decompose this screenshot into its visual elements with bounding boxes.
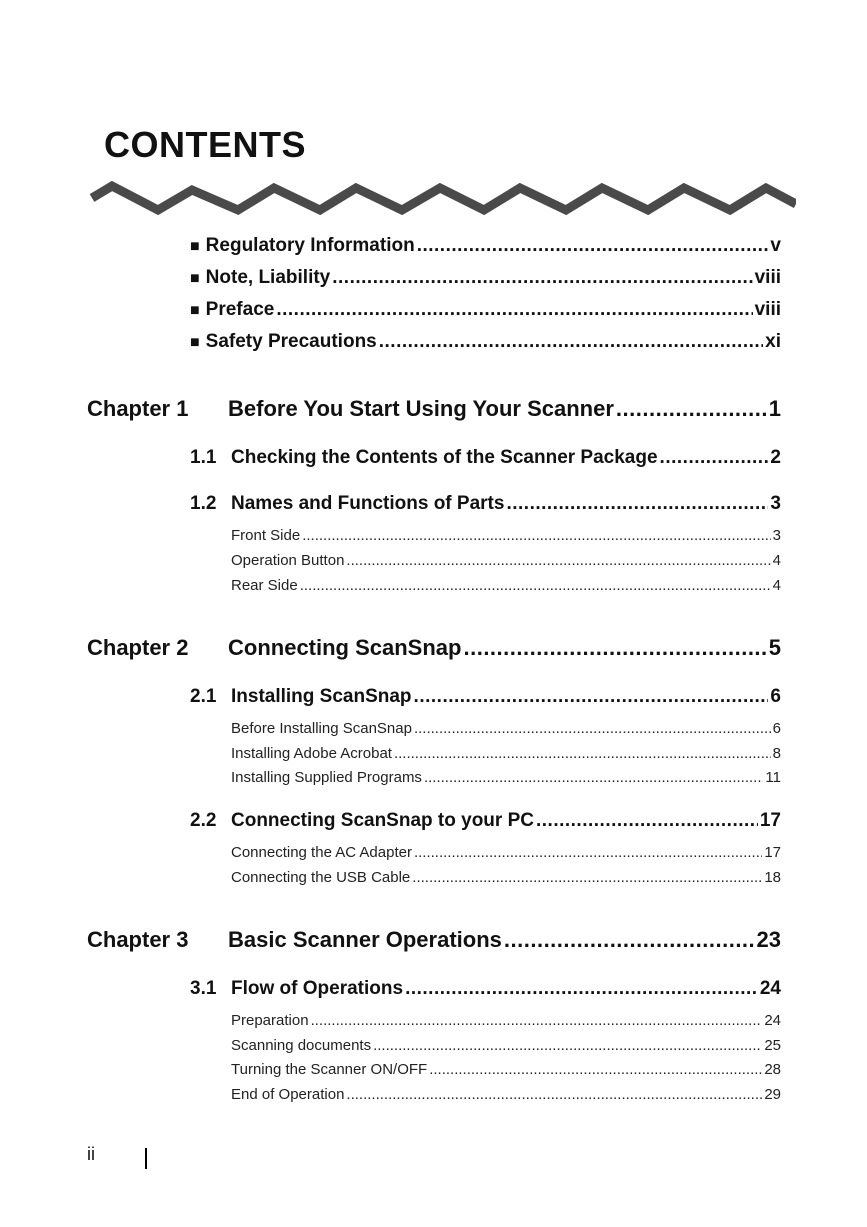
section-number: 1.1	[190, 447, 217, 468]
section-number: 2.2	[190, 810, 217, 831]
dot-leader	[332, 267, 752, 289]
toc-item-end-of-operation[interactable]	[231, 1086, 781, 1103]
toc-section-2-2[interactable]	[190, 810, 781, 832]
toc-item-turning-scanner-on-off[interactable]	[231, 1061, 781, 1078]
bullet: ■	[190, 238, 200, 255]
section-title: Names and Functions of Parts	[231, 493, 505, 514]
toc-item-scanning-documents[interactable]	[231, 1037, 781, 1054]
dot-leader	[424, 769, 763, 786]
toc-chapter-1[interactable]	[87, 396, 781, 422]
bullet: ■	[190, 270, 200, 287]
dot-leader	[616, 396, 767, 422]
item-title: Turning the Scanner ON/OFF	[231, 1061, 428, 1078]
toc-entry-page: v	[770, 235, 781, 256]
toc-item-installing-adobe-acrobat[interactable]	[231, 745, 781, 762]
chapter-title: Basic Scanner Operations	[228, 927, 502, 952]
dot-leader	[346, 1086, 762, 1103]
dot-leader	[414, 720, 771, 737]
bullet: ■	[190, 302, 200, 319]
toc-item-installing-supplied-programs[interactable]	[231, 769, 781, 786]
dot-leader	[379, 331, 763, 353]
dot-leader	[300, 577, 771, 594]
chapter-page: 1	[768, 396, 781, 421]
item-page: 4	[772, 552, 781, 569]
dot-leader	[311, 1012, 763, 1029]
section-page: 6	[770, 686, 781, 707]
zigzag-divider	[88, 180, 796, 220]
toc-item-operation-button[interactable]	[231, 552, 781, 569]
item-page: 17	[764, 844, 781, 861]
toc-entry-label: Regulatory Information	[205, 235, 415, 256]
toc-entry-safety-precautions[interactable]	[190, 331, 781, 353]
item-title: Front Side	[231, 527, 301, 544]
item-title: Installing Supplied Programs	[231, 769, 422, 786]
dot-leader	[414, 686, 769, 708]
toc-chapter-3[interactable]	[87, 927, 781, 953]
item-title: Installing Adobe Acrobat	[231, 745, 392, 762]
section-number: 3.1	[190, 978, 217, 999]
chapter-page: 5	[768, 635, 781, 660]
item-page: 29	[764, 1086, 781, 1103]
chapter-title: Before You Start Using Your Scanner	[228, 396, 614, 421]
toc-entry-regulatory-information[interactable]	[190, 235, 781, 257]
toc-entry-page: viii	[754, 299, 781, 320]
item-title: Before Installing ScanSnap	[231, 720, 412, 737]
toc-item-front-side[interactable]	[231, 527, 781, 544]
page-number: ii	[87, 1144, 95, 1164]
chapter-number: Chapter 3	[87, 927, 189, 952]
section-number: 1.2	[190, 493, 217, 514]
section-page: 2	[770, 447, 781, 468]
toc-section-2-1[interactable]	[190, 686, 781, 708]
item-title: Operation Button	[231, 552, 345, 569]
dot-leader	[405, 978, 758, 1000]
section-page: 17	[759, 810, 781, 831]
item-title: Connecting the AC Adapter	[231, 844, 412, 861]
toc-section-1-1[interactable]	[190, 447, 781, 469]
item-page: 11	[765, 769, 781, 786]
dot-leader	[346, 552, 770, 569]
toc-item-before-installing-scansnap[interactable]	[231, 720, 781, 737]
item-page: 28	[764, 1061, 781, 1078]
chapter-number: Chapter 2	[87, 635, 189, 660]
toc-section-1-2[interactable]	[190, 493, 781, 515]
dot-leader	[504, 927, 755, 953]
dot-leader	[394, 745, 771, 762]
section-page: 3	[770, 493, 781, 514]
toc-entry-page: xi	[765, 331, 781, 352]
chapter-title: Connecting ScanSnap	[228, 635, 462, 660]
toc-chapter-2[interactable]	[87, 635, 781, 661]
dot-leader	[429, 1061, 762, 1078]
item-title: Preparation	[231, 1012, 309, 1029]
dot-leader	[506, 493, 768, 515]
section-number: 2.1	[190, 686, 217, 707]
toc-item-preparation[interactable]	[231, 1012, 781, 1029]
toc-item-connecting-usb-cable[interactable]	[231, 869, 781, 886]
item-title: Connecting the USB Cable	[231, 869, 411, 886]
dot-leader	[463, 635, 766, 661]
toc-entry-label: Note, Liability	[205, 267, 331, 288]
dot-leader	[373, 1037, 762, 1054]
dot-leader	[417, 235, 769, 257]
dot-leader	[302, 527, 770, 544]
item-page: 24	[764, 1012, 781, 1029]
item-title: Scanning documents	[231, 1037, 372, 1054]
section-title: Checking the Contents of the Scanner Package	[231, 447, 658, 468]
item-page: 4	[772, 577, 781, 594]
toc-section-3-1[interactable]	[190, 978, 781, 1000]
toc-entry-preface[interactable]	[190, 299, 781, 321]
chapter-number: Chapter 1	[87, 396, 189, 421]
toc-entry-note-liability[interactable]	[190, 267, 781, 289]
toc-entry-page: viii	[754, 267, 781, 288]
toc-entry-label: Preface	[205, 299, 275, 320]
item-title: End of Operation	[231, 1086, 345, 1103]
toc-entry-label: Safety Precautions	[205, 331, 377, 352]
dot-leader	[660, 447, 769, 469]
item-page: 25	[764, 1037, 781, 1054]
section-page: 24	[759, 978, 781, 999]
section-title: Connecting ScanSnap to your PC	[231, 810, 534, 831]
dot-leader	[276, 299, 752, 321]
footer-divider	[145, 1148, 147, 1169]
section-title: Installing ScanSnap	[231, 686, 412, 707]
dot-leader	[412, 869, 762, 886]
bullet: ■	[190, 334, 200, 351]
item-page: 8	[772, 745, 781, 762]
section-title: Flow of Operations	[231, 978, 404, 999]
toc-item-rear-side[interactable]	[231, 577, 781, 594]
item-page: 18	[764, 869, 781, 886]
item-page: 3	[772, 527, 781, 544]
item-title: Rear Side	[231, 577, 298, 594]
dot-leader	[414, 844, 762, 861]
chapter-page: 23	[756, 927, 781, 952]
page-title: CONTENTS	[104, 124, 306, 165]
dot-leader	[536, 810, 758, 832]
toc-item-connecting-ac-adapter[interactable]	[231, 844, 781, 861]
item-page: 6	[772, 720, 781, 737]
